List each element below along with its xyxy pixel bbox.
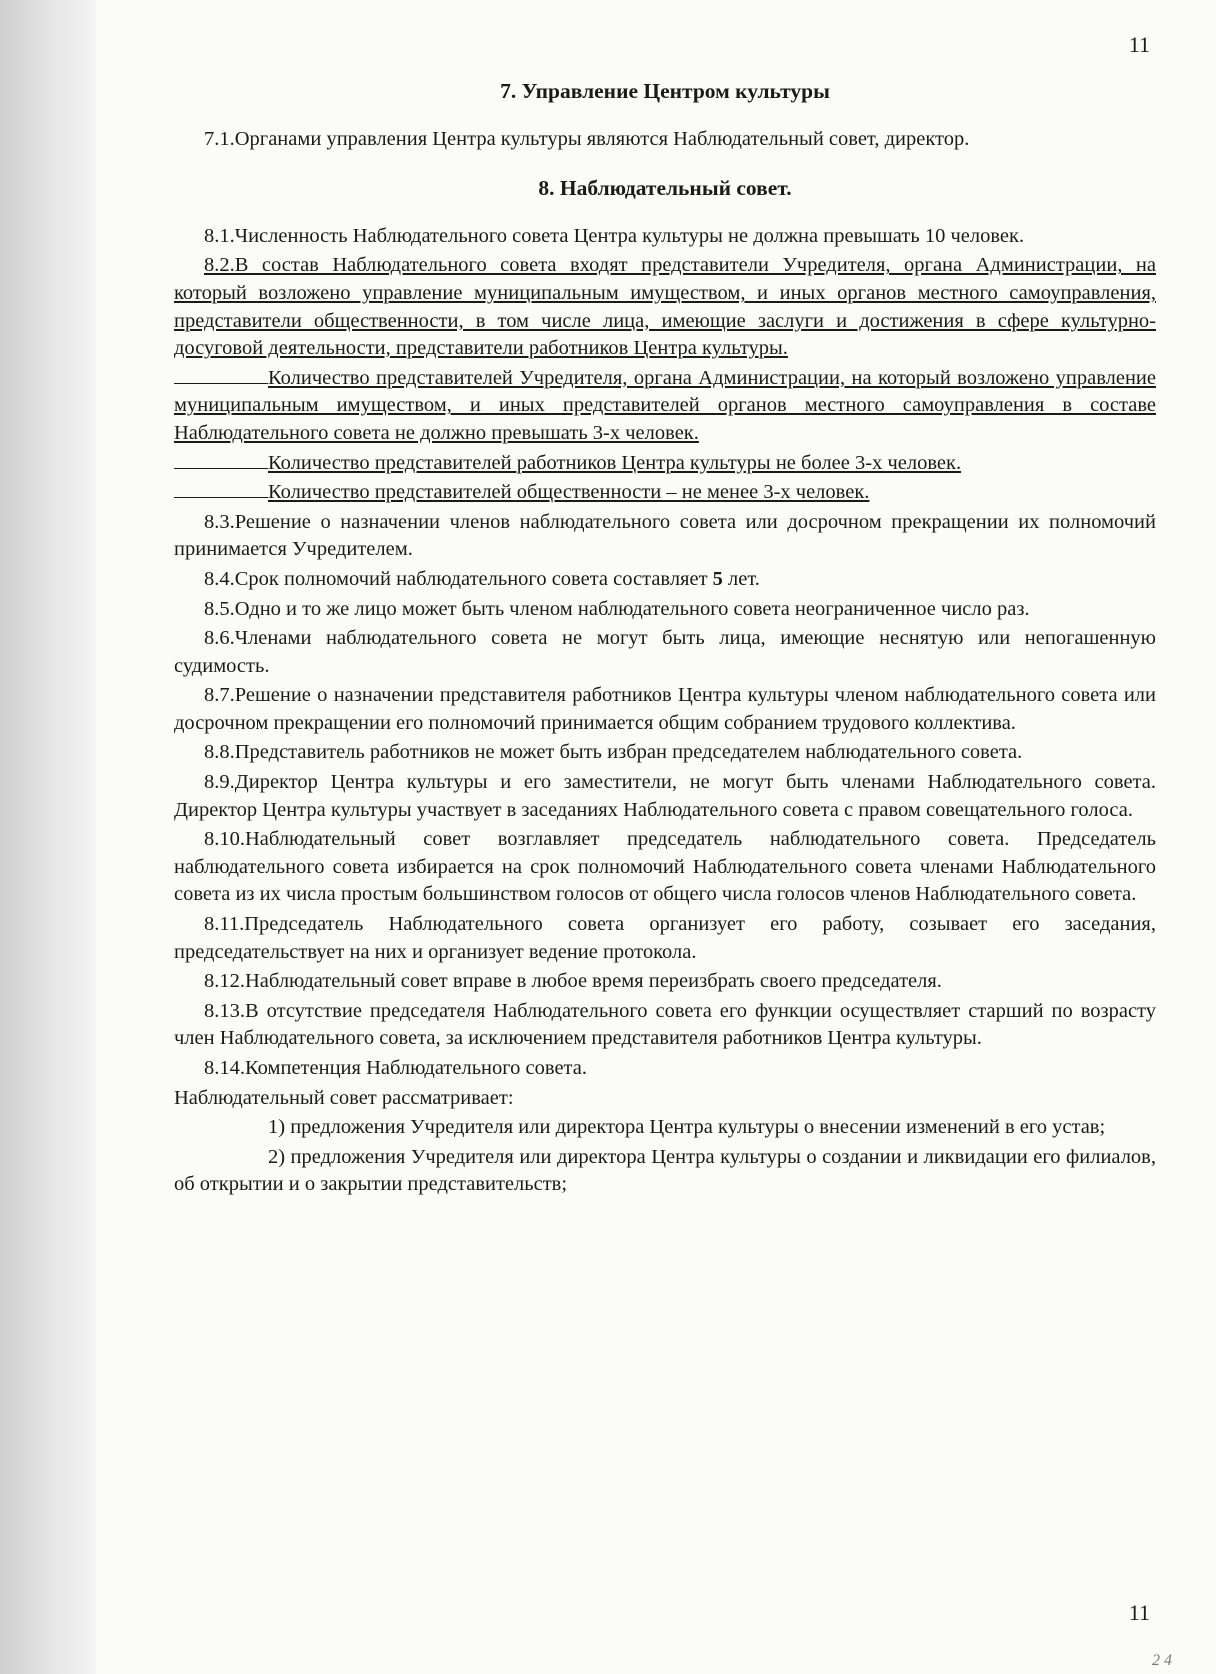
paragraph-8-4-end: лет. (722, 567, 760, 590)
underline-lead (174, 496, 268, 498)
term-years-value: 5 (712, 567, 723, 590)
paragraph-8-10: 8.10.Наблюдательный совет возглавляет председатель наблюдательного совета. Председатель наблюдательного совета избирается на срок полномочий Наблюдательного совета членами Наблюдательного совета из их числа простым большинством голосов от общего числа голосов членов Наблюдательного совета. (174, 828, 1156, 906)
paragraph-8-6: 8.6.Членами наблюдательного совета не могут быть лица, имеющие неснятую или непогашенную судимость. (174, 627, 1156, 677)
paragraph-8-8: 8.8.Представитель работников не может быть избран председателем наблюдательного совета. (204, 741, 1023, 764)
list-item-2: 2) предложения Учредителя или директора Центра культуры о создании и ликвидации его филиалов, об открытии и о закрытии представительств; (174, 1145, 1156, 1196)
paragraph-8-5: 8.5.Одно и то же лицо может быть членом наблюдательного совета неограниченное число раз. (204, 597, 1030, 620)
page-number-top: 11 (1128, 32, 1150, 57)
paragraph-8-2-public-count-text: Количество представителей общественности – не менее 3-х человек. (268, 481, 870, 504)
section-7-heading: 7. Управление Центром культуры (500, 79, 830, 103)
page-number-bottom: 11 (1128, 1600, 1150, 1625)
paragraph-8-12: 8.12.Наблюдательный совет вправе в любое время переизбрать своего председателя. (204, 970, 942, 993)
paragraph-8-3: 8.3.Решение о назначении членов наблюдательного совета или досрочном прекращении их полномочий принимается Учредителем. (174, 510, 1156, 561)
paragraph-8-9: 8.9.Директор Центра культуры и его заместители, не могут быть членами Наблюдательного совета. Директор Центра культуры участвует в заседаниях Наблюдательного совета с правом совещательного голоса. (174, 771, 1156, 821)
paragraph-8-2-staff-count (174, 450, 1156, 478)
paragraph-8-2-staff-count-text: Количество представителей работников Центра культуры не более 3-х человек. (268, 451, 962, 474)
paragraph-8-7: 8.7.Решение о назначении представителя работников Центра культуры членом наблюдательного совета или досрочном прекращении его полномочий принимается общим собранием трудового коллектива. (174, 684, 1156, 734)
section-8-heading: 8. Наблюдательный совет. (538, 176, 792, 201)
paragraph-8-11: 8.11.Председатель Наблюдательного совета организует его работу, созывает его заседания, председательствует на них и организует ведение протокола. (174, 913, 1156, 963)
paragraph-8-2-public-count (174, 479, 1156, 507)
paragraph-8-4-text: 8.4.Срок полномочий наблюдательного совета составляет (204, 567, 713, 590)
list-item-1: 1) предложения Учредителя или директора Центра культуры о внесении изменений в его устав; (268, 1116, 1106, 1139)
paragraph-7-1: 7.1.Органами управления Центра культуры являются Наблюдательный совет, директор. (204, 127, 970, 150)
paragraph-8-2: 8.2.В состав Наблюдательного совета входят представители Учредителя, органа Администрации, на который возложено управление муниципальным имуществом, и иных органов местного самоуправления, представители общественности, в том числе лица, имеющие заслуги и достижения в сфере культурно-досуговой деятельности, представители работников Центра культуры. (174, 254, 1156, 360)
paragraph-8-4 (174, 566, 1156, 594)
paragraph-8-14: 8.14.Компетенция Наблюдательного совета. (204, 1057, 587, 1079)
handwritten-corner-mark: 2 4 (1152, 1652, 1172, 1669)
paragraph-8-13: 8.13.В отсутствие председателя Наблюдательного совета его функции осуществляет старший по возрасту член Наблюдательного совета, за исключением представителя работников Центра культуры. (174, 999, 1156, 1050)
paragraph-8-1: 8.1.Численность Наблюдательного совета Центра культуры не должна превышать 10 человек. (204, 224, 1025, 247)
scan-margin (0, 0, 96, 1674)
underline-lead (174, 467, 268, 469)
paragraph-8-14-intro: Наблюдательный совет рассматривает: (174, 1086, 514, 1109)
paragraph-8-2-officials-count-text: Количество представителей Учредителя, органа Администрации, на который возложено управление муниципальным имуществом, и иных представителей органов местного самоуправления в составе Наблюдательного совета не должно превышать 3-х человек. (174, 366, 1156, 444)
underline-lead (174, 382, 268, 384)
paragraph-8-2-officials-count (174, 365, 1156, 448)
document-body (174, 74, 1156, 1201)
